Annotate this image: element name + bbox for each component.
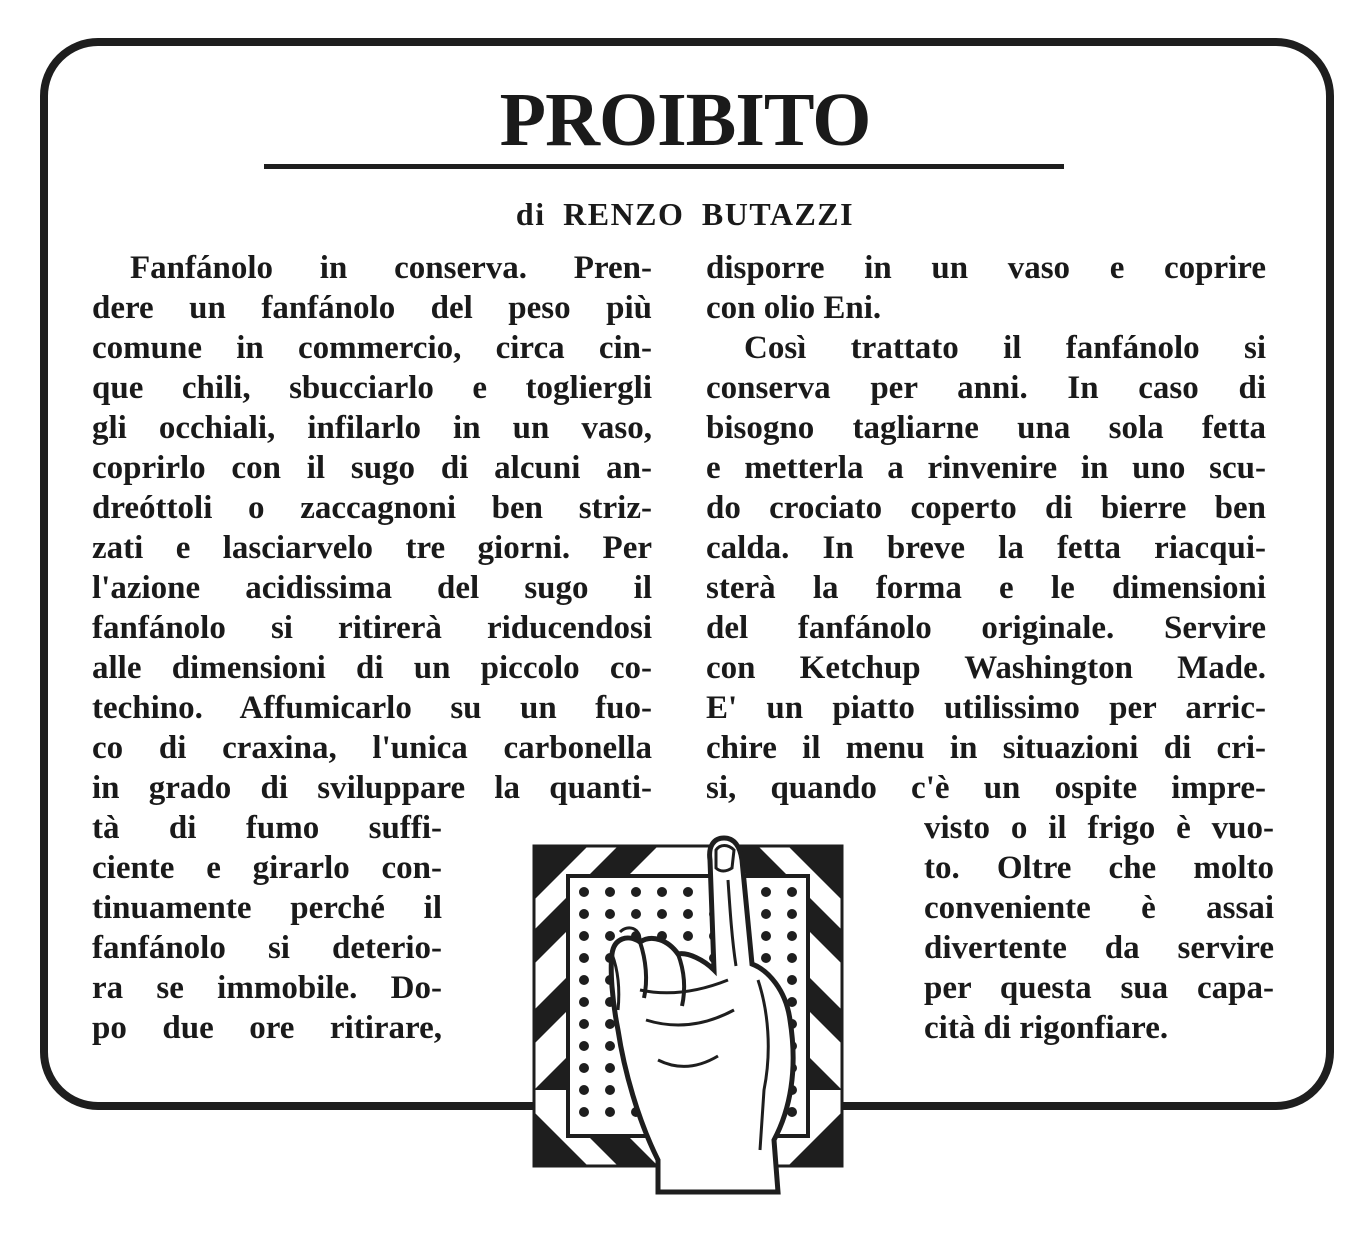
text-line: po due ore ritirare, [92, 1010, 442, 1046]
text-line: techino. Affumicarlo su un fuo- [92, 690, 652, 726]
text-line: ra se immobile. Do- [92, 970, 442, 1006]
text-line: visto o il frigo è vuo- [924, 810, 1274, 846]
dot [683, 887, 693, 897]
text-line: conserva per anni. In caso di [706, 370, 1266, 406]
text-line: to. Oltre che molto [924, 850, 1274, 886]
text-line: del fanfánolo originale. Servire [706, 610, 1266, 646]
text-line: calda. In breve la fetta riacqui- [706, 530, 1266, 566]
dot [605, 1041, 615, 1051]
dot [657, 909, 667, 919]
dot [579, 1019, 589, 1029]
dot [787, 909, 797, 919]
dot [631, 909, 641, 919]
article-byline: di RENZO BUTAZZI [515, 196, 855, 232]
dot [605, 931, 615, 941]
text-line: E' un piatto utilissimo per arric- [706, 690, 1266, 726]
dot [761, 887, 771, 897]
text-line: zati e lasciarvelo tre giorni. Per [92, 530, 652, 566]
text-line: dere un fanfánolo del peso più [92, 290, 652, 326]
text-line: tinuamente perché il [92, 890, 442, 926]
dot [605, 1019, 615, 1029]
text-line: e metterla a rinvenire in uno scu- [706, 450, 1266, 486]
text-line: co di craxina, l'unica carbonella [92, 730, 652, 766]
dot [605, 909, 615, 919]
text-line: l'azione acidissima del sugo il [92, 570, 652, 606]
dot [683, 909, 693, 919]
text-line: divertente da servire [924, 930, 1274, 966]
fingernail [716, 846, 734, 872]
dot [605, 1063, 615, 1073]
dot [605, 887, 615, 897]
dot [787, 931, 797, 941]
dot [579, 909, 589, 919]
text-line: Così trattato il fanfánolo si [744, 330, 1266, 366]
dot [579, 1041, 589, 1051]
text-line: Fanfánolo in conserva. Pren- [130, 250, 652, 286]
pointing-hand-icon [528, 820, 848, 1200]
text-line: ciente e girarlo con- [92, 850, 442, 886]
dot [787, 953, 797, 963]
text-line: in grado di sviluppare la quanti- [92, 770, 652, 806]
text-line: con Ketchup Washington Made. [706, 650, 1266, 686]
text-line: chire il menu in situazioni di cri- [706, 730, 1266, 766]
text-line: fanfánolo si ritirerà riducendosi [92, 610, 652, 646]
text-line: cità di rigonfiare. [924, 1010, 1169, 1046]
text-line: gli occhiali, infilarlo in un vaso, [92, 410, 652, 446]
dot [579, 975, 589, 985]
dot [657, 887, 667, 897]
dot [787, 975, 797, 985]
dot [579, 931, 589, 941]
dot [579, 1063, 589, 1073]
text-line: que chili, sbucciarlo e togliergli [92, 370, 652, 406]
article-title: PROIBITO [499, 78, 871, 162]
dot [579, 887, 589, 897]
text-line: dreóttoli o zaccagnoni ben striz- [92, 490, 652, 526]
dot [579, 997, 589, 1007]
text-line: conveniente è assai [924, 890, 1274, 926]
dot [605, 1085, 615, 1095]
dot [579, 1107, 589, 1117]
dot [787, 887, 797, 897]
dot [761, 931, 771, 941]
title-rule [264, 164, 1064, 169]
text-line: tà di fumo suffi- [92, 810, 442, 846]
text-line: disporre in un vaso e coprire [706, 250, 1266, 286]
text-line: si, quando c'è un ospite impre- [706, 770, 1266, 806]
dot [605, 1107, 615, 1117]
dot [761, 909, 771, 919]
dot [761, 953, 771, 963]
text-line: comune in commercio, circa cin- [92, 330, 652, 366]
text-line: bisogno tagliarne una sola fetta [706, 410, 1266, 446]
dot [579, 1085, 589, 1095]
text-line: fanfánolo si deterio- [92, 930, 442, 966]
text-line: do crociato coperto di bierre ben [706, 490, 1266, 526]
text-line: sterà la forma e le dimensioni [706, 570, 1266, 606]
dot [579, 953, 589, 963]
text-line: per questa sua capa- [924, 970, 1274, 1006]
dot [631, 887, 641, 897]
dot [683, 931, 693, 941]
text-line: coprirlo con il sugo di alcuni an- [92, 450, 652, 486]
text-line: alle dimensioni di un piccolo co- [92, 650, 652, 686]
text-line: con olio Eni. [706, 290, 882, 326]
